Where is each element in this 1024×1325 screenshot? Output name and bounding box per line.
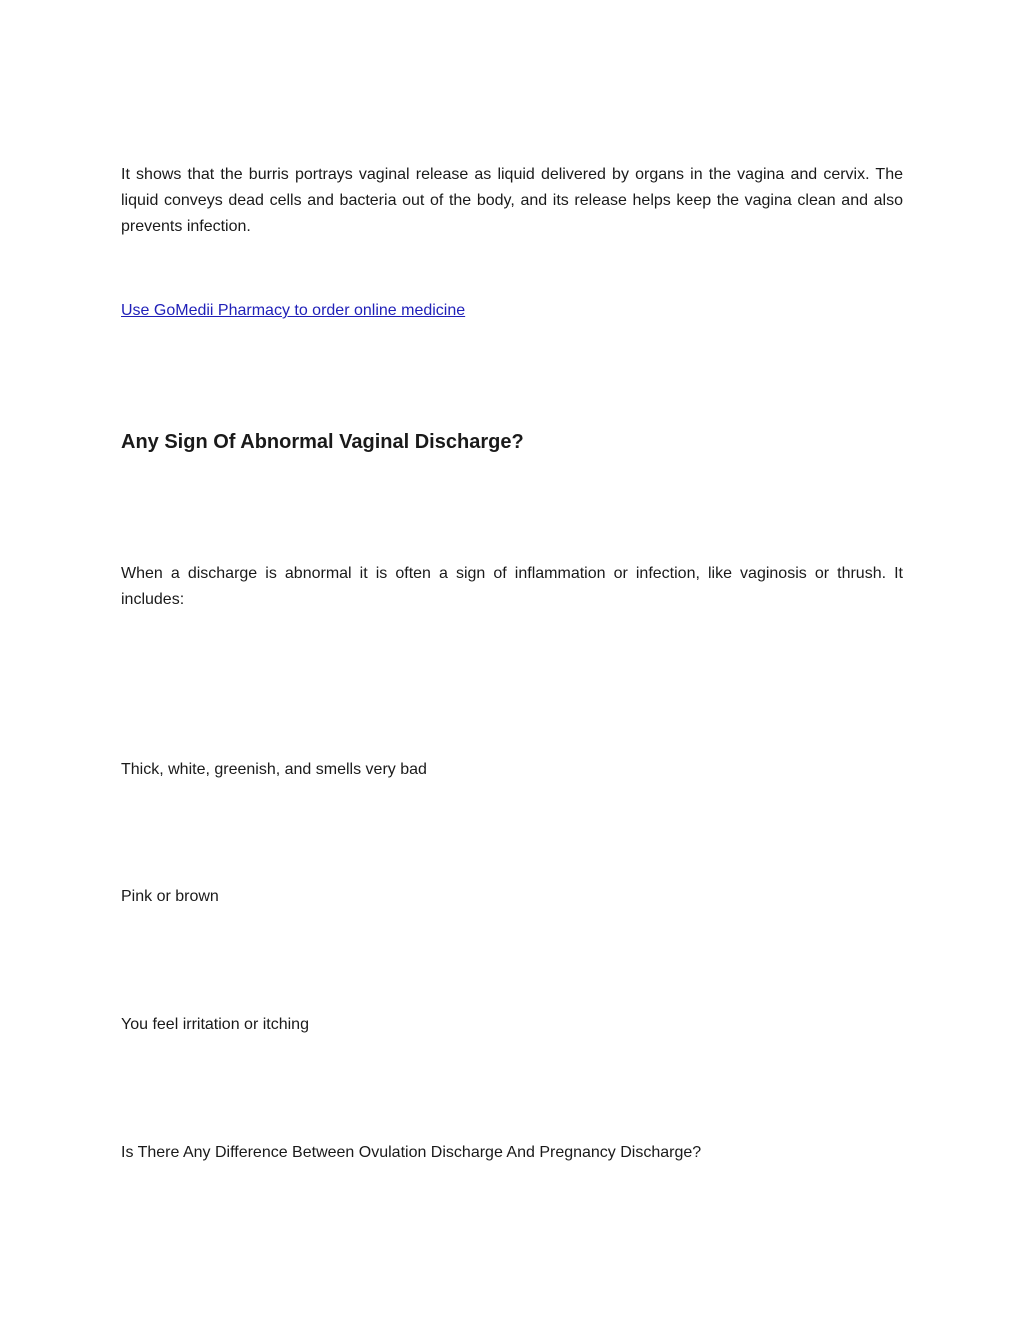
promo-line	[121, 298, 903, 324]
intro-paragraph: It shows that the burris portrays vaginal release as liquid delivered by organs in the vagina and cervix. The liquid conveys dead cells and bacteria out of the body, and its release helps keep the vagina clean and also prevents infection.	[121, 166, 903, 235]
abnormal-discharge-heading: Any Sign Of Abnormal Vaginal Discharge?	[121, 431, 524, 453]
gomedii-pharmacy-link[interactable]: Use GoMedii Pharmacy to order online medicine	[121, 302, 466, 319]
symptom-item: Thick, white, greenish, and smells very bad	[121, 761, 427, 778]
abnormal-discharge-paragraph: When a discharge is abnormal it is often a sign of inflammation or infection, like vaginosis or thrush. It includes:	[121, 565, 903, 608]
ovulation-vs-pregnancy-question: Is There Any Difference Between Ovulation Discharge And Pregnancy Discharge?	[121, 1144, 702, 1161]
symptom-item: You feel irritation or itching	[121, 1016, 309, 1033]
symptom-item: Pink or brown	[121, 888, 219, 905]
